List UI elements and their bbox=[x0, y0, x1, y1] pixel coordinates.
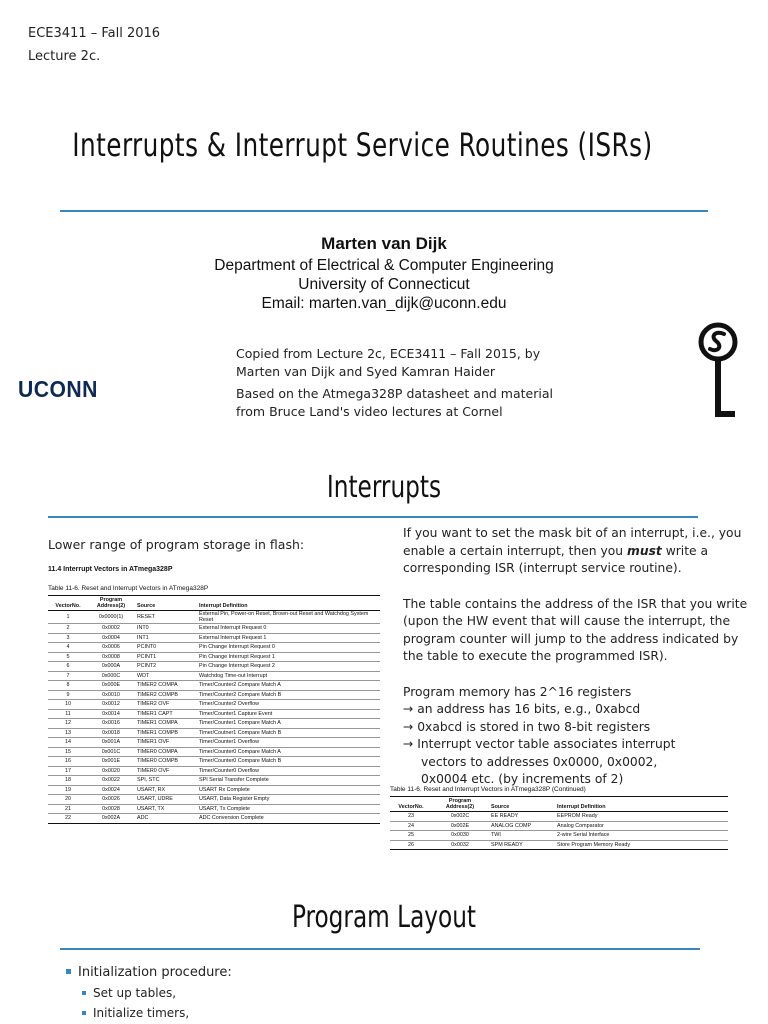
subsection-heading: 11.4 Interrupt Vectors in ATmega328P bbox=[48, 566, 173, 573]
table-cell: Analog Comparator bbox=[554, 821, 728, 831]
table-cell: 4 bbox=[48, 643, 88, 653]
table-cell: 0x0006 bbox=[88, 643, 134, 653]
table-cell: 5 bbox=[48, 652, 88, 662]
table-cell: 26 bbox=[390, 840, 432, 850]
table-row bbox=[48, 776, 380, 786]
table-cell: 7 bbox=[48, 671, 88, 681]
table-row bbox=[48, 738, 380, 748]
table-cell: 0x001A bbox=[88, 738, 134, 748]
table-cell: External Interrupt Request 1 bbox=[196, 633, 380, 643]
table-cell: INT1 bbox=[134, 633, 196, 643]
table-cell: Timer/Counter2 Compare Match A bbox=[196, 681, 380, 691]
table-cell: Pin Change Interrupt Request 1 bbox=[196, 652, 380, 662]
table-cell: 0x0022 bbox=[88, 776, 134, 786]
text-line: 0x0004 etc. (by increments of 2) bbox=[421, 772, 624, 786]
table-cell: 1 bbox=[48, 611, 88, 624]
table-cell: External Pin, Power-on Reset, Brown-out Reset and Watchdog System Reset bbox=[196, 611, 380, 624]
table-cell: PCINT0 bbox=[134, 643, 196, 653]
bullet-text: Initialization procedure: bbox=[78, 965, 232, 980]
text-line: Program memory has 2^16 registers bbox=[403, 684, 632, 699]
table-cell: 0x000E bbox=[88, 681, 134, 691]
course-label: ECE3411 – Fall 2016 bbox=[28, 26, 161, 41]
key-logo-icon bbox=[696, 322, 744, 422]
table-cell: TIMER2 COMPB bbox=[134, 690, 196, 700]
table-cell: 20 bbox=[48, 795, 88, 805]
table-cell: EE READY bbox=[488, 812, 554, 822]
table-cell: Timer/Coutner1 Compare Match B bbox=[196, 728, 380, 738]
column-header: Interrupt Definition bbox=[196, 596, 380, 611]
table-cell: PCINT1 bbox=[134, 652, 196, 662]
table-row bbox=[48, 814, 380, 824]
table-cell: TWI bbox=[488, 831, 554, 841]
section-divider bbox=[48, 516, 698, 518]
text: If you want to set the mask bit of an interrupt, i.e., you enable a certain interrupt, then you bbox=[403, 526, 742, 558]
table-cell: 14 bbox=[48, 738, 88, 748]
table-row bbox=[48, 728, 380, 738]
table-row bbox=[48, 690, 380, 700]
table-cell: 16 bbox=[48, 757, 88, 767]
table-cell: 0x0010 bbox=[88, 690, 134, 700]
paragraph-mask-bit bbox=[403, 525, 748, 578]
table-cell: 25 bbox=[390, 831, 432, 841]
table-row bbox=[48, 624, 380, 634]
bullet-text: Initialize timers, bbox=[93, 1006, 190, 1020]
table-cell: 0x000C bbox=[88, 671, 134, 681]
table-cell: WDT bbox=[134, 671, 196, 681]
table-cell: ANALOG COMP bbox=[488, 821, 554, 831]
table-cell: 0x002E bbox=[432, 821, 488, 831]
table-row bbox=[390, 821, 728, 831]
table-row bbox=[48, 662, 380, 672]
interrupt-vector-table bbox=[48, 595, 380, 824]
table-cell: 0x0020 bbox=[88, 766, 134, 776]
text: write a corresponding ISR (interrupt service routine). bbox=[403, 543, 709, 575]
table-row bbox=[48, 709, 380, 719]
paragraph-memory bbox=[403, 684, 748, 789]
table-cell: RESET bbox=[134, 611, 196, 624]
table-cell: USART Rx Complete bbox=[196, 785, 380, 795]
table-row bbox=[48, 652, 380, 662]
column-header: Source bbox=[488, 797, 554, 812]
table-cell: 0x001E bbox=[88, 757, 134, 767]
table-row bbox=[48, 719, 380, 729]
table-cell: External Interrupt Request 0 bbox=[196, 624, 380, 634]
table-cell: 0x002C bbox=[432, 812, 488, 822]
table-cell: 0x0032 bbox=[432, 840, 488, 850]
table-cell: 3 bbox=[48, 633, 88, 643]
table-row bbox=[48, 804, 380, 814]
table-row bbox=[48, 757, 380, 767]
table-row bbox=[48, 633, 380, 643]
table-row bbox=[48, 700, 380, 710]
column-header: Interrupt Definition bbox=[554, 797, 728, 812]
table-cell: TIMER1 CAPT bbox=[134, 709, 196, 719]
table-cell: 0x0026 bbox=[88, 795, 134, 805]
table-row bbox=[48, 795, 380, 805]
table-cell: Timer/Counter1 Overflow bbox=[196, 738, 380, 748]
table-row bbox=[390, 840, 728, 850]
section-divider bbox=[60, 948, 700, 950]
note-line: Based on the Atmega328P datasheet and material bbox=[236, 386, 553, 401]
author-university: University of Connecticut bbox=[298, 276, 470, 293]
column-header: VectorNo. bbox=[48, 596, 88, 611]
uconn-logo: UCONN bbox=[18, 376, 98, 402]
interrupt-vector-table-continued bbox=[390, 796, 728, 850]
section-title-interrupts: Interrupts bbox=[326, 470, 442, 505]
sub-bullet-item bbox=[82, 986, 176, 1000]
table-cell: USART, RX bbox=[134, 785, 196, 795]
column-header: Program Address(2) bbox=[432, 797, 488, 812]
table-cell: USART, Tx Complete bbox=[196, 804, 380, 814]
text-line: vectors to addresses 0x0000, 0x0002, bbox=[421, 754, 658, 769]
bullet-item bbox=[66, 965, 232, 980]
table-cell: 0x0028 bbox=[88, 804, 134, 814]
table-cell: 0x0000(1) bbox=[88, 611, 134, 624]
table-cell: TIMER0 OVF bbox=[134, 766, 196, 776]
table-row bbox=[48, 681, 380, 691]
text-line: → Interrupt vector table associates interrupt bbox=[403, 737, 676, 751]
table-row bbox=[390, 812, 728, 822]
table-cell: 0x0030 bbox=[432, 831, 488, 841]
note-line: from Bruce Land's video lectures at Cornel bbox=[236, 404, 503, 419]
table-cell: USART, Data Register Empty bbox=[196, 795, 380, 805]
table-cell: 22 bbox=[48, 814, 88, 824]
table-cell: TIMER0 COMPA bbox=[134, 747, 196, 757]
text-line: → 0xabcd is stored in two 8-bit registers bbox=[403, 719, 651, 734]
table-header-row bbox=[390, 797, 728, 812]
sub-bullet-item bbox=[82, 1006, 189, 1020]
table-cell: TIMER2 OVF bbox=[134, 700, 196, 710]
lecture-label: Lecture 2c. bbox=[28, 49, 101, 64]
table-cell: TIMER1 COMPB bbox=[134, 728, 196, 738]
column-header: VectorNo. bbox=[390, 797, 432, 812]
table-header-row bbox=[48, 596, 380, 611]
table-cell: Timer/Counter0 Overflow bbox=[196, 766, 380, 776]
explanation-text bbox=[403, 525, 748, 789]
table-cell: 13 bbox=[48, 728, 88, 738]
table-cell: 0x000A bbox=[88, 662, 134, 672]
table-cell: Timer/Counter1 Capture Event bbox=[196, 709, 380, 719]
table-cell: INT0 bbox=[134, 624, 196, 634]
table-cell: USART, TX bbox=[134, 804, 196, 814]
table-cell: EEPROM Ready bbox=[554, 812, 728, 822]
bullet-text: Set up tables, bbox=[93, 986, 177, 1000]
table-cell: 10 bbox=[48, 700, 88, 710]
page-title: Interrupts & Interrupt Service Routines (ISRs) bbox=[72, 126, 653, 164]
section-title-program-layout: Program Layout bbox=[291, 900, 477, 935]
table-cell: Timer/Counter0 Compare Match B bbox=[196, 757, 380, 767]
table-cell: 17 bbox=[48, 766, 88, 776]
table-cell: Timer/Counter1 Compare Match A bbox=[196, 719, 380, 729]
table-row bbox=[48, 766, 380, 776]
table-cell: TIMER2 COMPA bbox=[134, 681, 196, 691]
table-cell: Timer/Counter0 Compare Match A bbox=[196, 747, 380, 757]
table-row bbox=[48, 747, 380, 757]
table-cell: Watchdog Time-out Interrupt bbox=[196, 671, 380, 681]
table-cell: Store Program Memory Ready bbox=[554, 840, 728, 850]
table-cell: PCINT2 bbox=[134, 662, 196, 672]
paragraph-table: The table contains the address of the ISR that you write (upon the HW event that will cause the interrupt, the program counter will jump to the address indicated by the table to execute the programmed ISR). bbox=[403, 596, 748, 663]
table-cell: USART, UDRE bbox=[134, 795, 196, 805]
table-cell: ADC bbox=[134, 814, 196, 824]
table-cell: ADC Conversion Complete bbox=[196, 814, 380, 824]
title-divider bbox=[60, 210, 708, 212]
bullet-icon bbox=[82, 991, 86, 995]
table-cell: Timer/Counter2 Compare Match B bbox=[196, 690, 380, 700]
table-cell: 21 bbox=[48, 804, 88, 814]
table-cell: SPM READY bbox=[488, 840, 554, 850]
table-row bbox=[48, 643, 380, 653]
table-cell: Pin Change Interrupt Request 2 bbox=[196, 662, 380, 672]
table-cell: 8 bbox=[48, 681, 88, 691]
table-cell: 0x0004 bbox=[88, 633, 134, 643]
table-caption: Table 11-6. Reset and Interrupt Vectors in ATmega328P bbox=[48, 585, 209, 592]
table-cell: 15 bbox=[48, 747, 88, 757]
column-header: Program Address(2) bbox=[88, 596, 134, 611]
table-cell: 24 bbox=[390, 821, 432, 831]
table-cell: 0x0016 bbox=[88, 719, 134, 729]
table-cell: TIMER0 COMPB bbox=[134, 757, 196, 767]
text-line: → an address has 16 bits, e.g., 0xabcd bbox=[403, 702, 641, 716]
table-cell: 0x0014 bbox=[88, 709, 134, 719]
table-cell: 11 bbox=[48, 709, 88, 719]
notes bbox=[236, 345, 553, 421]
table-cell: 6 bbox=[48, 662, 88, 672]
table-cell: 18 bbox=[48, 776, 88, 786]
column-header: Source bbox=[134, 596, 196, 611]
lower-range-label: Lower range of program storage in flash: bbox=[48, 537, 305, 552]
table-cell: 0x002A bbox=[88, 814, 134, 824]
table-cell: 9 bbox=[48, 690, 88, 700]
table-cell: Pin Change Interrupt Request 0 bbox=[196, 643, 380, 653]
table-cell: SPI Serial Transfer Complete bbox=[196, 776, 380, 786]
table-cell: 12 bbox=[48, 719, 88, 729]
note-line: Copied from Lecture 2c, ECE3411 – Fall 2015, by bbox=[236, 346, 541, 361]
table-cell: 0x0008 bbox=[88, 652, 134, 662]
emphasis-must: must bbox=[627, 543, 662, 558]
bullet-icon bbox=[82, 1011, 86, 1015]
table-cell: 19 bbox=[48, 785, 88, 795]
table-cell: TIMER1 COMPA bbox=[134, 719, 196, 729]
table-cell: 0x0002 bbox=[88, 624, 134, 634]
table-row bbox=[390, 831, 728, 841]
table-cell: 0x0012 bbox=[88, 700, 134, 710]
table-cell: 2 bbox=[48, 624, 88, 634]
table-cell: 23 bbox=[390, 812, 432, 822]
table-cell: Timer/Counter2 Overflow bbox=[196, 700, 380, 710]
table-cell: TIMER1 OVF bbox=[134, 738, 196, 748]
table-row bbox=[48, 671, 380, 681]
author-name: Marten van Dijk bbox=[321, 234, 447, 253]
table-row bbox=[48, 611, 380, 624]
note-line: Marten van Dijk and Syed Kamran Haider bbox=[236, 364, 496, 379]
table-cell: SPI, STC bbox=[134, 776, 196, 786]
author-department: Department of Electrical & Computer Engineering bbox=[214, 257, 554, 274]
author-email: Email: marten.van_dijk@uconn.edu bbox=[261, 295, 507, 312]
table-cell: 2-wire Serial Interface bbox=[554, 831, 728, 841]
bullet-icon bbox=[66, 969, 71, 974]
table-cell: 0x0018 bbox=[88, 728, 134, 738]
table-cell: 0x0024 bbox=[88, 785, 134, 795]
table-row bbox=[48, 785, 380, 795]
table-cell: 0x001C bbox=[88, 747, 134, 757]
table-caption-continued: Table 11-6. Reset and Interrupt Vectors in ATmega328P (Continued) bbox=[390, 786, 586, 793]
